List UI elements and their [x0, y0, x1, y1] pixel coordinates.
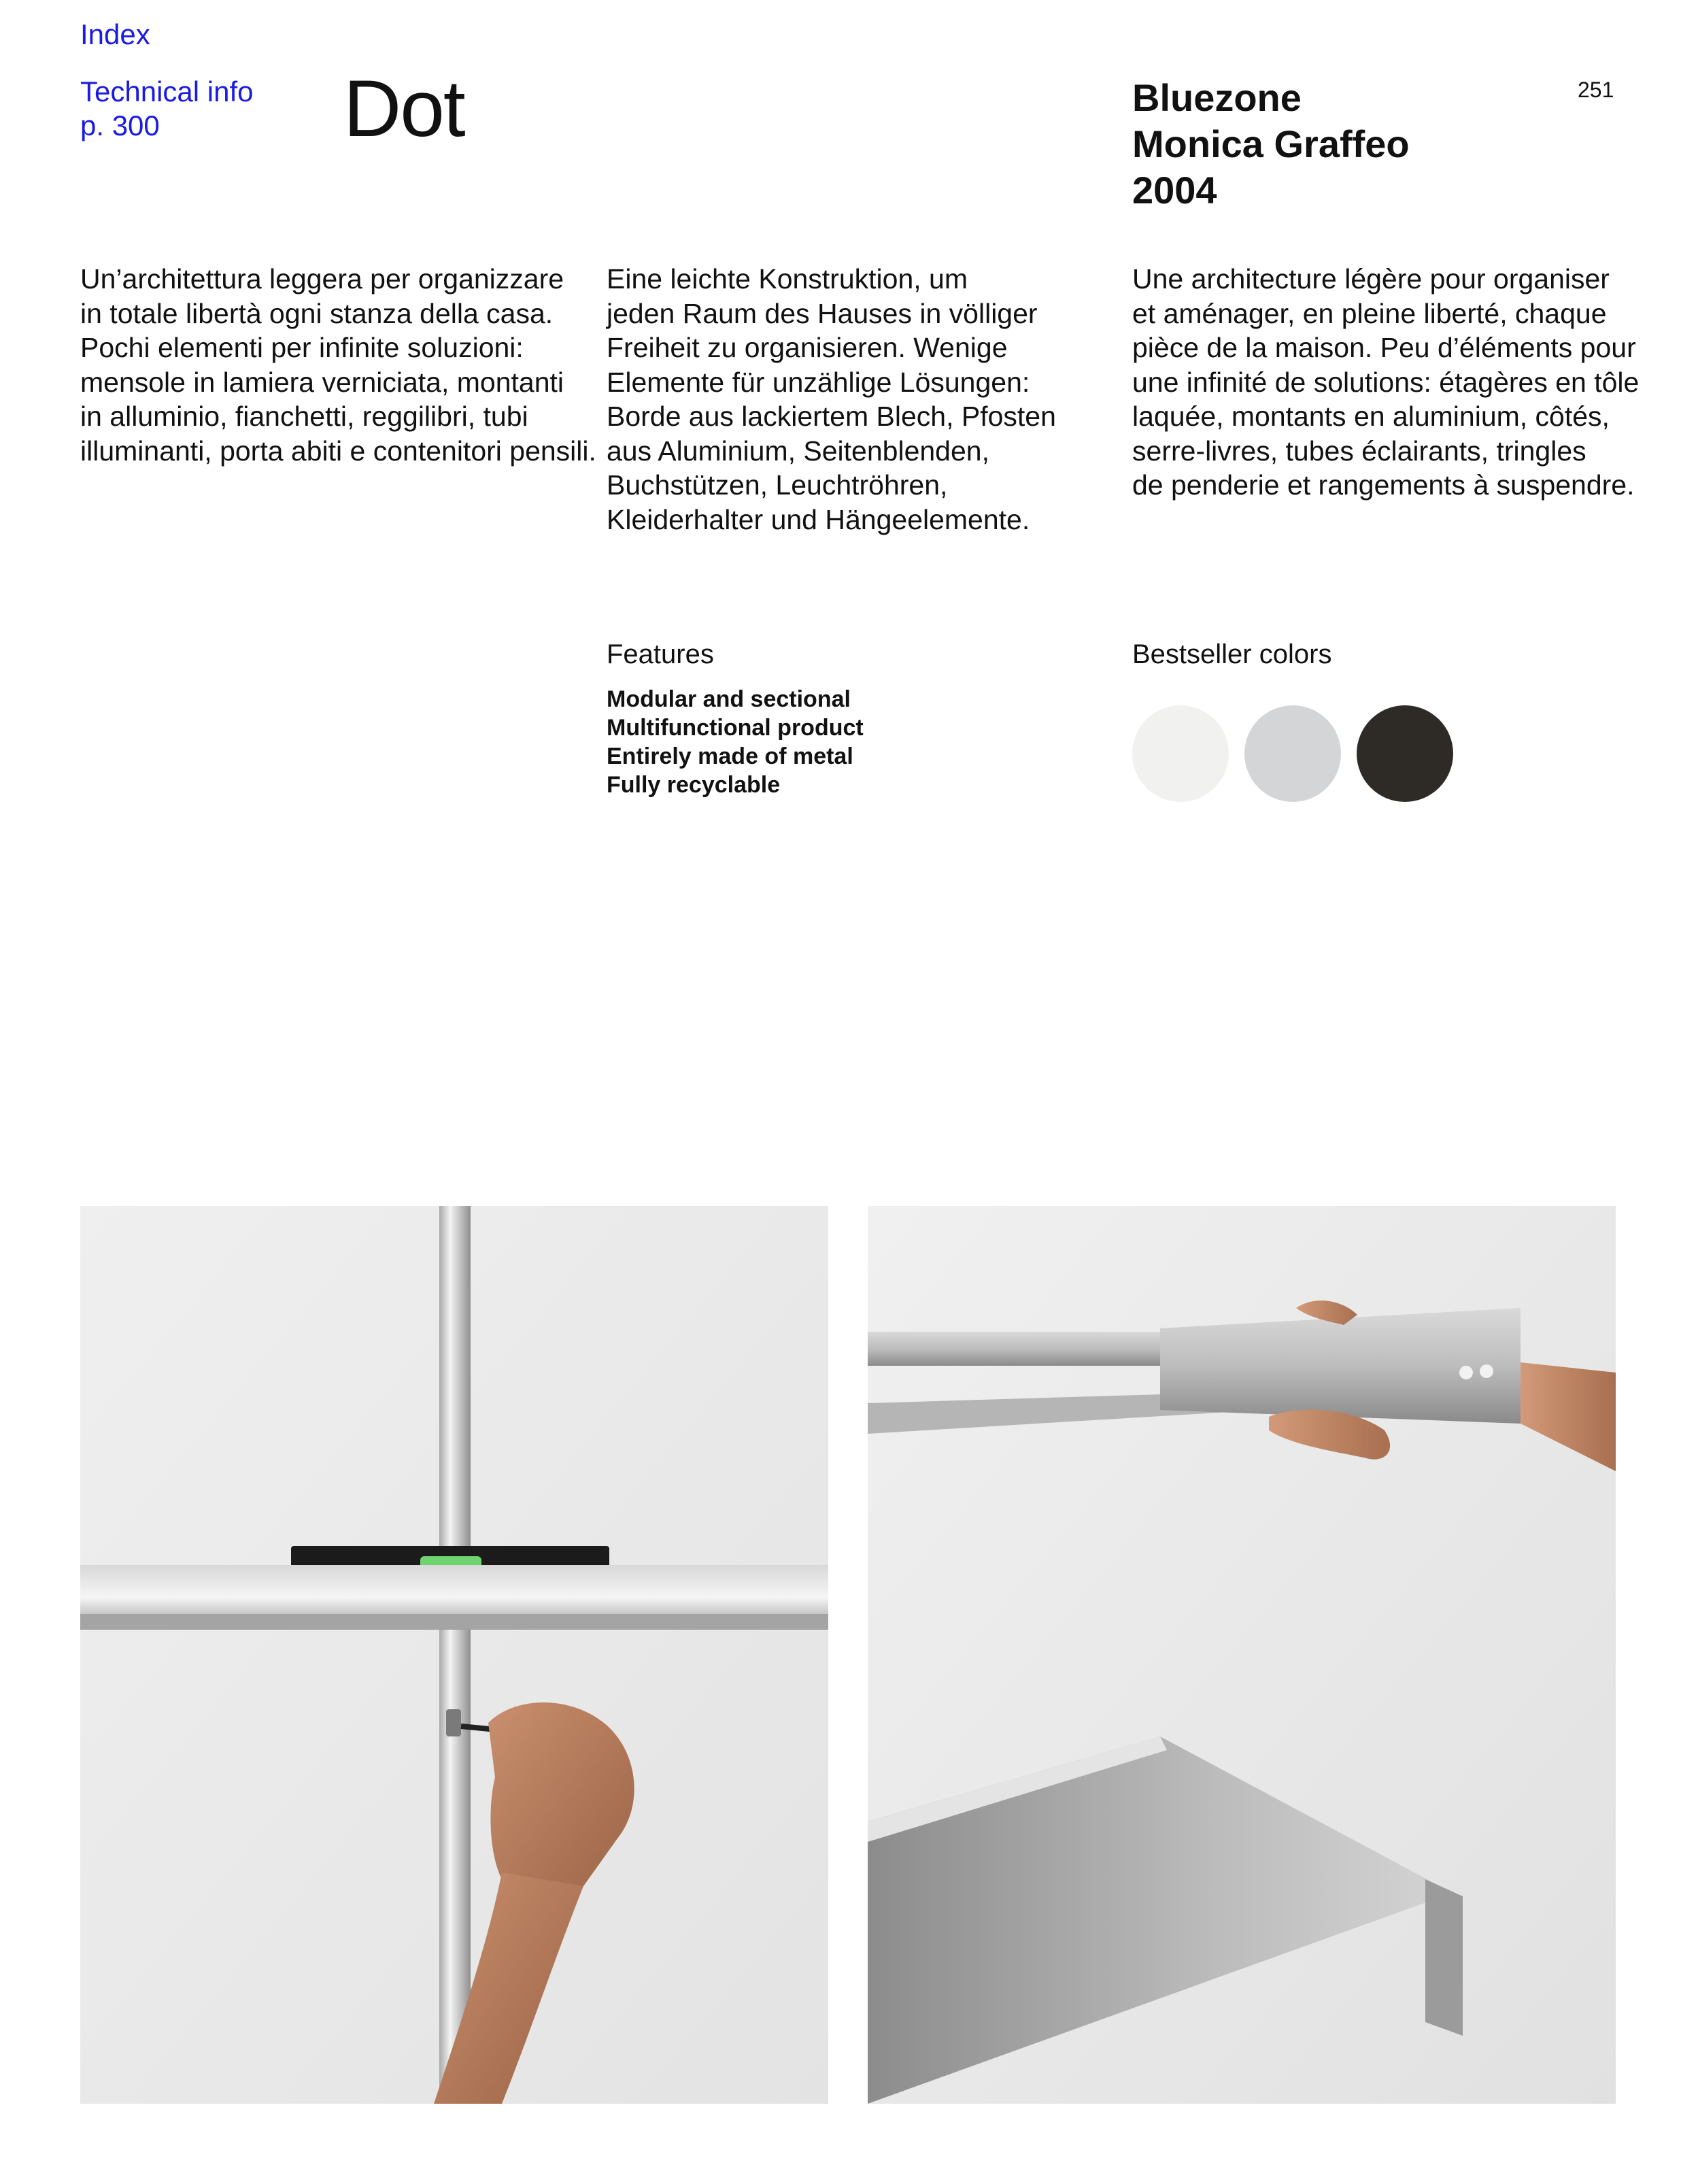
description-german [607, 262, 1110, 537]
color-swatch-grey [1244, 705, 1341, 802]
description-line: Kleiderhalter und Hängeelemente. [607, 503, 1030, 535]
description-line: Borde aus lackiertem Blech, Pfosten [607, 401, 1056, 432]
technical-info-link[interactable] [80, 75, 253, 143]
features-list [607, 685, 864, 799]
description-line: aus Aluminium, Seitenblenden, [607, 435, 989, 467]
description-line: Pochi elementi per infinite soluzioni: [80, 332, 524, 363]
design-year: 2004 [1132, 169, 1217, 212]
description-line: Eine leichte Konstruktion, um [607, 263, 968, 295]
description-line: mensole in lamiera verniciata, montanti [80, 366, 564, 398]
color-swatch-white [1132, 705, 1229, 802]
description-line: et aménager, en pleine liberté, chaque [1132, 297, 1607, 329]
description-line: serre-livres, tubes éclairants, tringles [1132, 435, 1586, 467]
description-line: in totale libertà ogni stanza della casa. [80, 297, 554, 329]
index-link[interactable]: Index [80, 18, 150, 50]
brand-name: Bluezone [1132, 76, 1302, 119]
shelf-bracket-illustration [868, 1206, 1616, 2104]
designer-block [1132, 75, 1410, 214]
feature-item: Modular and sectional [607, 686, 851, 712]
description-line: Buchstützen, Leuchtröhren, [607, 469, 948, 501]
color-swatch-black [1357, 705, 1453, 802]
description-line: pièce de la maison. Peu d’éléments pour [1132, 332, 1636, 363]
photo-installation [80, 1206, 828, 2104]
description-italian [80, 262, 596, 468]
description-line: Freiheit zu organisieren. Wenige [607, 332, 1008, 363]
page-number: 251 [1578, 78, 1614, 102]
feature-item: Fully recyclable [607, 772, 781, 798]
colors-heading: Bestseller colors [1132, 639, 1332, 669]
technical-info-label: Technical info [80, 75, 254, 107]
description-line: Un’architettura leggera per organizzare [80, 263, 564, 295]
description-line: jeden Raum des Hauses in völliger [607, 297, 1038, 329]
photo-shelf-bracket [868, 1206, 1616, 2104]
designer-name: Monica Graffeo [1132, 122, 1410, 165]
description-french [1132, 262, 1640, 503]
description-line: une infinité de solutions: étagères en tôle [1132, 366, 1640, 398]
description-line: Elemente für unzählige Lösungen: [607, 366, 1030, 398]
feature-item: Multifunctional product [607, 715, 864, 741]
technical-info-page: p. 300 [80, 110, 160, 141]
installation-illustration [80, 1206, 828, 2104]
description-line: illuminanti, porta abiti e contenitori pensili. [80, 435, 596, 467]
description-line: laquée, montants en aluminium, côtés, [1132, 401, 1610, 432]
description-line: de penderie et rangements à suspendre. [1132, 469, 1635, 501]
feature-item: Entirely made of metal [607, 743, 853, 769]
product-title: Dot [343, 64, 464, 154]
description-line: Une architecture légère pour organiser [1132, 263, 1610, 295]
description-line: in alluminio, fianchetti, reggilibri, tubi [80, 401, 528, 432]
features-heading: Features [607, 639, 714, 669]
